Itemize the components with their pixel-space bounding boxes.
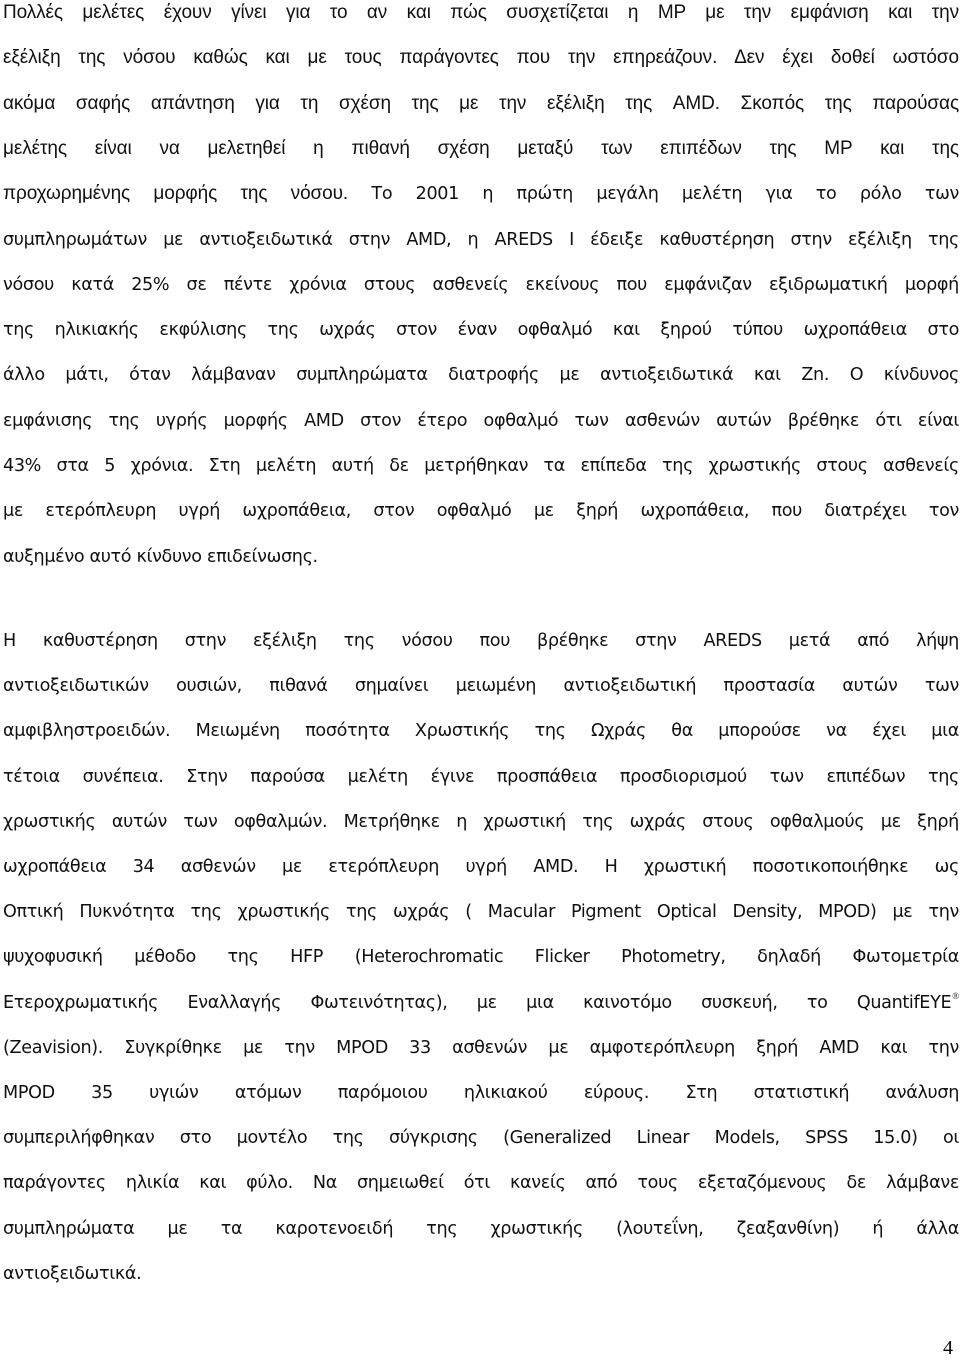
text-span: 43% στα 5 χρόνια. xyxy=(3,456,209,476)
text-line xyxy=(3,1171,959,1195)
text-span: συμπληρωμάτων με αντιοξειδωτικά στην AMD, η AREDS I έδειξε καθυστέρηση στην εξέλιξη της xyxy=(3,229,959,250)
text-span: μελέτης είναι να μελετηθεί η πιθανή σχέση μεταξύ των επιπέδων της ΜΡ και της xyxy=(3,137,959,159)
text-line xyxy=(3,228,959,252)
text-span: Το 2001 η πρώτη μεγάλη μελέτη για το ρόλο των xyxy=(371,184,959,205)
text-line xyxy=(3,945,959,969)
text-line xyxy=(3,454,959,478)
text-span: Ετεροχρωματικής Εναλλαγής Φωτεινότητας), με μια καινοτόμο συσκευή, το QuantifEYE xyxy=(3,992,952,1013)
text-span: (Zeavision). Συγκρίθηκε με την MPOD 33 ασθενών με αμφοτερόπλευρη ξηρή AMD και την xyxy=(3,1037,959,1058)
text-line xyxy=(3,719,959,743)
page-number: 4 xyxy=(943,1337,953,1359)
text-line xyxy=(3,545,318,569)
text-line xyxy=(3,810,959,834)
text-span: Πολλές μελέτες έχουν γίνει για το αν και πώς συσχετίζεται η ΜΡ με την εμφάνιση και την xyxy=(3,2,959,23)
text-line xyxy=(3,1126,959,1150)
text-span: άλλο μάτι, όταν λάμβαναν συμπληρώματα διατροφής με αντιοξειδωτικά και Zn. Ο κίνδυνος xyxy=(3,365,959,386)
text-line xyxy=(3,674,959,698)
text-span: εξέλιξη της νόσου καθώς και με τους παράγοντες που την επηρεάζουν. Δεν έχει δοθεί ωστόσο xyxy=(3,47,959,69)
text-span: αμφιβληστροειδών. Μειωμένη ποσότητα Χρωστικής της Ωχράς θα μπορούσε να έχει μια xyxy=(3,721,959,742)
text-line xyxy=(3,137,959,161)
text-span: τέτοια συνέπεια. Στην παρούσα μελέτη έγινε προσπάθεια προσδιορισμού των επιπέδων της xyxy=(3,766,959,787)
text-span: MPOD 35 υγιών ατόμων παρόμοιου ηλικιακού εύρους. Στη στατιστική ανάλυση xyxy=(3,1083,959,1103)
text-span: της ηλικιακής εκφύλισης της ωχράς στον έναν οφθαλμό και ξηρού τύπου ωχροπάθεια στο xyxy=(3,320,959,341)
text-line xyxy=(3,629,959,653)
text-line xyxy=(3,409,959,433)
text-span: νόσου κατά 25% σε πέντε χρόνια στους ασθενείς εκείνους που εμφάνιζαν εξιδρωματική μορφή xyxy=(3,274,959,295)
text-span: ψυχοφυσική μέθοδο της HFP (Heterochromatic Flicker Photometry, δηλαδή Φωτομετρία xyxy=(3,947,959,968)
text-span: αντιοξειδωτικά. xyxy=(3,1263,142,1284)
text-span: χρωστικής αυτών των οφθαλμών. Μετρήθηκε η χρωστική της ωχράς στους οφθαλμούς με ξηρή xyxy=(3,811,959,832)
text-line xyxy=(3,991,959,1017)
text-span: παράγοντες ηλικία και φύλο. Να σημειωθεί ότι κανείς από τους εξεταζόμενους δε λάμβανε xyxy=(3,1173,959,1194)
text-line xyxy=(3,1,959,25)
text-line xyxy=(3,765,959,789)
text-line xyxy=(3,1217,959,1241)
text-span: προχωρημένης μορφής της νόσου. xyxy=(3,183,372,205)
text-span: ωχροπάθεια 34 ασθενών με ετερόπλευρη υγρή AMD. Η χρωστική ποσοτικοποιήθηκε ως xyxy=(3,857,959,877)
text-line xyxy=(3,182,959,206)
text-span: ακόμα σαφής απάντηση για τη σχέση της με την εξέλιξη της AMD. Σκοπός της παρούσας xyxy=(3,92,959,114)
text-line xyxy=(3,92,959,116)
text-span: συμπεριλήφθηκαν στο μοντέλο της σύγκρισης (Generalized Linear Models, SPSS 15.0) οι xyxy=(3,1128,959,1149)
text-line xyxy=(3,499,959,523)
text-line xyxy=(3,1036,959,1060)
text-span: Οπτική Πυκνότητα της χρωστικής της ωχράς ( Macular Pigment Optical Density, MPOD) με την xyxy=(3,902,959,923)
text-line xyxy=(3,363,959,387)
registered-mark: ® xyxy=(952,990,959,1001)
text-line xyxy=(3,900,959,924)
text-line xyxy=(3,855,959,879)
text-span: συμπληρώματα με τα καροτενοειδή της χρωστικής (λουτεΐνη, ζεαξανθίνη) ή άλλα xyxy=(3,1218,959,1239)
text-span: αυξημένο αυτό κίνδυνο επιδείνωσης. xyxy=(3,546,318,567)
text-line xyxy=(3,318,959,342)
text-span: αντιοξειδωτικών ουσιών, πιθανά σημαίνει μειωμένη αντιοξειδωτική προστασία αυτών των xyxy=(3,676,959,697)
text-line xyxy=(3,46,959,70)
text-line xyxy=(3,1081,959,1105)
text-span: Η καθυστέρηση στην εξέλιξη της νόσου που βρέθηκε στην AREDS μετά από λήψη xyxy=(3,631,959,651)
text-span: Στη μελέτη αυτή δε μετρήθηκαν τα επίπεδα της χρωστικής στους ασθενείς xyxy=(208,456,959,476)
text-span: εμφάνισης της υγρής μορφής AMD στον έτερο οφθαλμό των ασθενών αυτών βρέθηκε ότι είναι xyxy=(3,410,959,431)
text-line xyxy=(3,273,959,297)
text-span: με ετερόπλευρη υγρή ωχροπάθεια, στον οφθαλμό με ξηρή ωχροπάθεια, που διατρέχει τον xyxy=(3,501,959,522)
text-line xyxy=(3,1262,141,1286)
